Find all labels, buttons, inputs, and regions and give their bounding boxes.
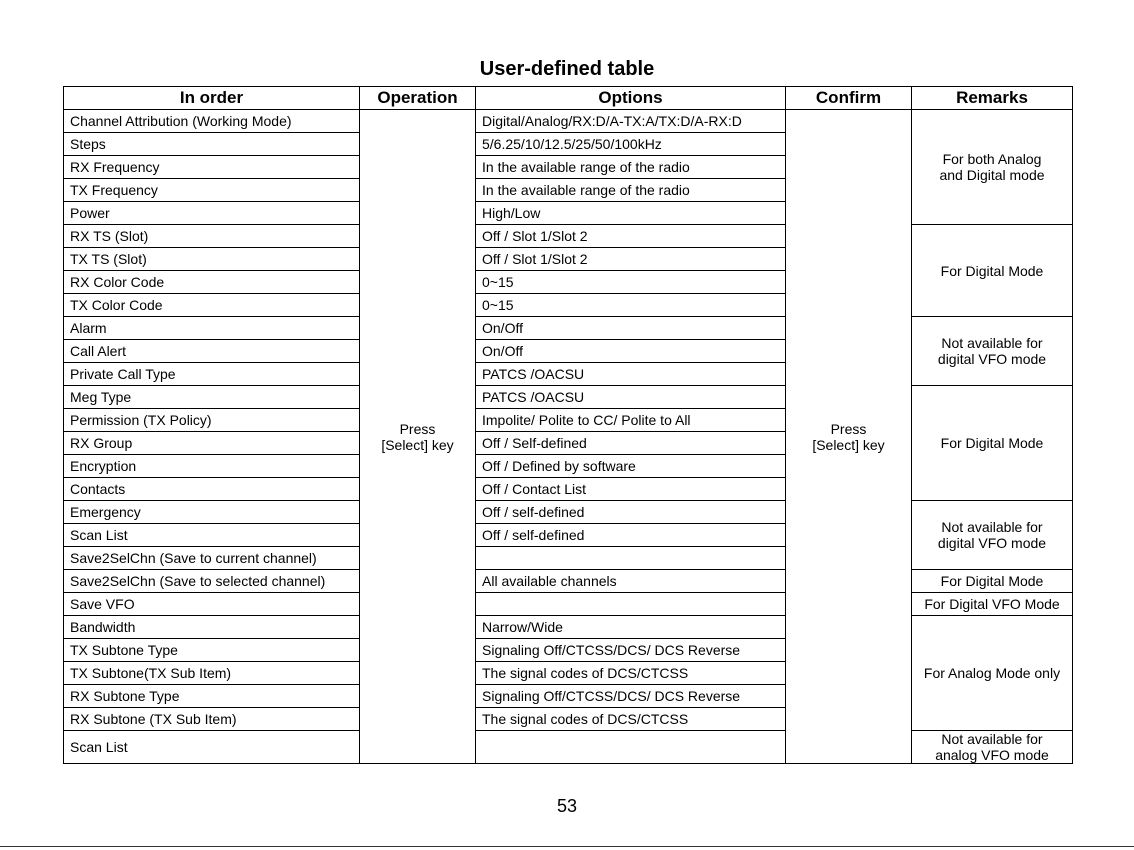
remark-cell [912, 225, 1073, 317]
order-cell: Contacts [64, 478, 360, 501]
options-cell: Off / Slot 1/Slot 2 [476, 225, 786, 248]
remark-cell [912, 386, 1073, 501]
options-cell: Signaling Off/CTCSS/DCS/ DCS Reverse [476, 639, 786, 662]
options-cell: Off / self-defined [476, 524, 786, 547]
order-cell: Encryption [64, 455, 360, 478]
options-cell: Off / Self-defined [476, 432, 786, 455]
options-cell: The signal codes of DCS/CTCSS [476, 708, 786, 731]
remark-text: For Digital Mode [940, 435, 1044, 451]
remark-cell [912, 317, 1073, 386]
remark-text: Not available for digital VFO mode [937, 519, 1047, 551]
order-cell: Steps [64, 133, 360, 156]
table-row [64, 616, 1073, 639]
options-cell: In the available range of the radio [476, 156, 786, 179]
operation-text: Press [Select] key [381, 420, 454, 453]
remark-text: For Analog Mode only [923, 665, 1061, 681]
remark-cell [912, 110, 1073, 225]
table-row [64, 225, 1073, 248]
remark-cell [912, 501, 1073, 570]
order-cell: TX Color Code [64, 294, 360, 317]
order-cell: Save2SelChn (Save to selected channel) [64, 570, 360, 593]
remark-text: Not available for analog VFO mode [935, 731, 1049, 763]
header-remarks: Remarks [912, 87, 1073, 110]
options-cell: In the available range of the radio [476, 179, 786, 202]
options-cell: 0~15 [476, 294, 786, 317]
table-title: User-defined table [479, 58, 655, 80]
order-cell: RX Subtone (TX Sub Item) [64, 708, 360, 731]
order-cell: TX Frequency [64, 179, 360, 202]
order-cell: Permission (TX Policy) [64, 409, 360, 432]
options-cell [476, 731, 786, 764]
remark-cell [912, 731, 1073, 764]
order-cell: Power [64, 202, 360, 225]
options-cell: Off / self-defined [476, 501, 786, 524]
remark-cell [912, 616, 1073, 731]
options-cell: PATCS /OACSU [476, 363, 786, 386]
order-cell: RX Subtone Type [64, 685, 360, 708]
options-cell [476, 593, 786, 616]
order-cell: RX Group [64, 432, 360, 455]
order-cell: Channel Attribution (Working Mode) [64, 110, 360, 133]
order-cell: Private Call Type [64, 363, 360, 386]
order-cell: Save2SelChn (Save to current channel) [64, 547, 360, 570]
table-row [64, 110, 1073, 133]
options-cell: Digital/Analog/RX:D/A-TX:A/TX:D/A-RX:D [476, 110, 786, 133]
header-row [64, 87, 1073, 110]
order-cell: Call Alert [64, 340, 360, 363]
table-row [64, 593, 1073, 616]
bottom-rule [0, 846, 1134, 847]
options-cell: Off / Contact List [476, 478, 786, 501]
options-cell: On/Off [476, 340, 786, 363]
order-cell: RX TS (Slot) [64, 225, 360, 248]
options-cell: 5/6.25/10/12.5/25/50/100kHz [476, 133, 786, 156]
order-cell: Meg Type [64, 386, 360, 409]
options-cell: Impolite/ Polite to CC/ Polite to All [476, 409, 786, 432]
order-cell: Save VFO [64, 593, 360, 616]
remark-text: For both Analog and Digital mode [939, 151, 1045, 183]
options-cell: Off / Slot 1/Slot 2 [476, 248, 786, 271]
header-confirm: Confirm [786, 87, 912, 110]
table-row [64, 731, 1073, 764]
remark-text: For Digital Mode [940, 573, 1044, 589]
order-cell: TX Subtone Type [64, 639, 360, 662]
options-cell: On/Off [476, 317, 786, 340]
options-cell: High/Low [476, 202, 786, 225]
order-cell: TX TS (Slot) [64, 248, 360, 271]
page-number: 53 [556, 796, 578, 816]
options-cell: All available channels [476, 570, 786, 593]
header-in-order: In order [64, 87, 360, 110]
options-cell: PATCS /OACSU [476, 386, 786, 409]
operation-cell [360, 110, 476, 764]
header-options: Options [476, 87, 786, 110]
remark-cell [912, 570, 1073, 593]
table-row [64, 501, 1073, 524]
order-cell: Bandwidth [64, 616, 360, 639]
order-cell: RX Frequency [64, 156, 360, 179]
remark-text: Not available for digital VFO mode [937, 335, 1047, 367]
options-cell [476, 547, 786, 570]
remark-text: For Digital Mode [940, 262, 1044, 279]
order-cell: RX Color Code [64, 271, 360, 294]
options-cell: Narrow/Wide [476, 616, 786, 639]
remark-text: For Digital VFO Mode [924, 596, 1060, 612]
table-row [64, 570, 1073, 593]
options-cell: 0~15 [476, 271, 786, 294]
user-defined-table [63, 86, 1073, 764]
order-cell: Emergency [64, 501, 360, 524]
remark-cell [912, 593, 1073, 616]
table-row [64, 386, 1073, 409]
order-cell: Scan List [64, 524, 360, 547]
order-cell: Scan List [64, 731, 360, 764]
confirm-cell [786, 110, 912, 764]
confirm-text: Press [Select] key [812, 420, 885, 453]
options-cell: The signal codes of DCS/CTCSS [476, 662, 786, 685]
options-cell: Off / Defined by software [476, 455, 786, 478]
header-operation: Operation [360, 87, 476, 110]
options-cell: Signaling Off/CTCSS/DCS/ DCS Reverse [476, 685, 786, 708]
order-cell: TX Subtone(TX Sub Item) [64, 662, 360, 685]
order-cell: Alarm [64, 317, 360, 340]
table-row [64, 317, 1073, 340]
